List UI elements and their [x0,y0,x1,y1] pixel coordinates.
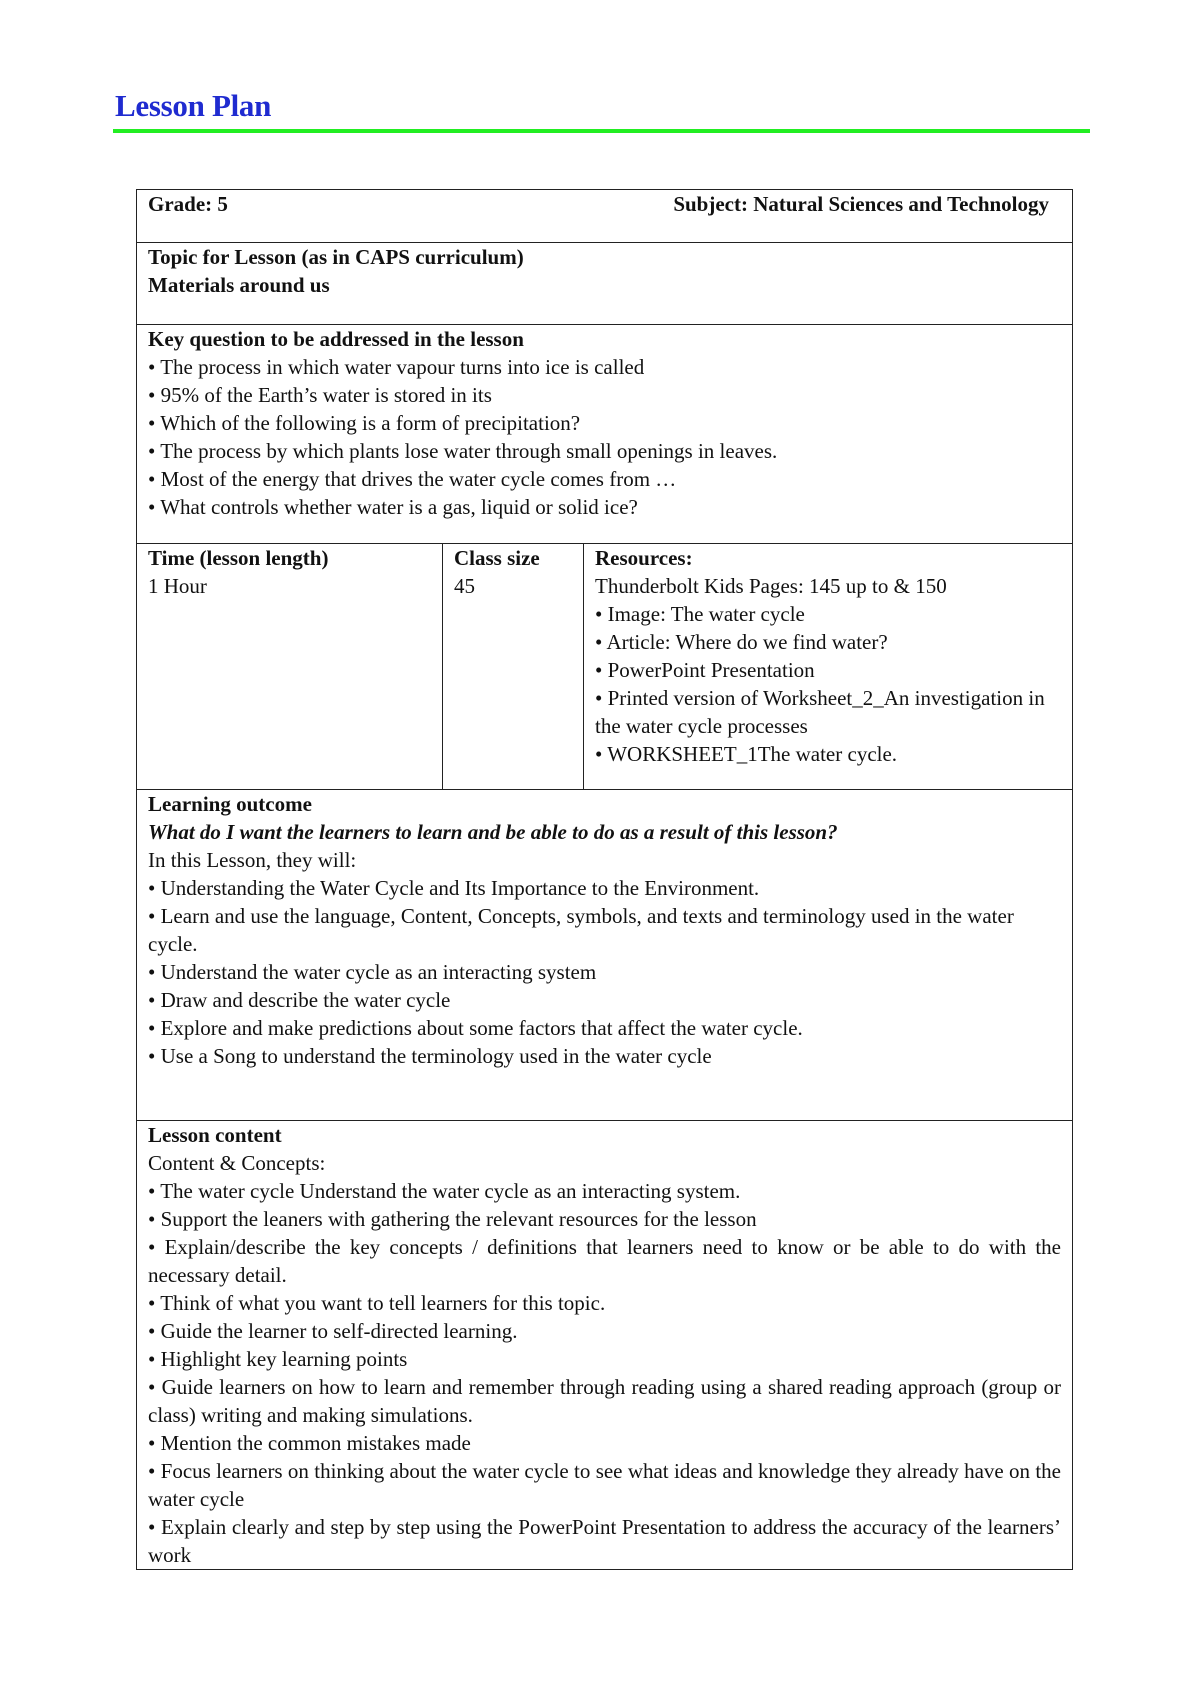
topic-label: Topic for Lesson (as in CAPS curriculum) [148,245,524,269]
lesson-content-item: • Explain/describe the key concepts / definitions that learners need to know or be able to do with the necessary detail. [148,1235,1062,1287]
lesson-content-item: • Support the leaners with gathering the relevant resources for the lesson [148,1207,757,1231]
topic-row [137,243,1073,325]
lesson-content-row [137,1121,1073,1570]
learning-outcome-question: What do I want the learners to learn and be able to do as a result of this lesson? [148,820,838,844]
resources-intro: Thunderbolt Kids Pages: 145 up to & 150 [595,574,947,598]
lesson-content-label: Lesson content [148,1123,282,1147]
learning-outcome-row [137,790,1073,1121]
resources-cell [584,544,1073,790]
lesson-content-item: • Think of what you want to tell learners for this topic. [148,1291,606,1315]
resources-label: Resources: [595,546,693,570]
learning-outcome-item: • Draw and describe the water cycle [148,988,451,1012]
key-question-item: • Which of the following is a form of precipitation? [148,411,581,435]
lesson-content-item: • Guide learners on how to learn and remember through reading using a shared reading approach (group or class) writing and making simulations. [148,1375,1062,1427]
key-question-item: • The process in which water vapour turns into ice is called [148,355,645,379]
learning-outcome-item: • Learn and use the language, Content, Concepts, symbols, and texts and terminology used in the water cycle. [148,904,1014,956]
page-title: Lesson Plan [115,88,272,123]
resource-item: • Article: Where do we find water? [595,630,888,654]
key-question-item: • 95% of the Earth’s water is stored in its [148,383,492,407]
time-value: 1 Hour [148,574,207,598]
learning-outcome-intro: In this Lesson, they will: [148,848,357,872]
key-question-label: Key question to be addressed in the lesson [148,327,524,351]
resource-item: • WORKSHEET_1The water cycle. [595,742,898,766]
time-class-resources-row [137,544,1073,790]
learning-outcome-item: • Understand the water cycle as an interacting system [148,960,597,984]
class-size-label: Class size [454,546,540,570]
learning-outcome-item: • Understanding the Water Cycle and Its Importance to the Environment. [148,876,760,900]
key-question-item: • What controls whether water is a gas, liquid or solid ice? [148,495,638,519]
title-underline [113,129,1090,133]
key-question-item: • Most of the energy that drives the water cycle comes from … [148,467,677,491]
lesson-content-item: • The water cycle Understand the water cycle as an interacting system. [148,1179,741,1203]
learning-outcome-label: Learning outcome [148,792,312,816]
learning-outcome-item: • Use a Song to understand the terminology used in the water cycle [148,1044,712,1068]
key-question-item: • The process by which plants lose water through small openings in leaves. [148,439,778,463]
learning-outcome-item: • Explore and make predictions about some factors that affect the water cycle. [148,1016,803,1040]
lesson-content-item: • Focus learners on thinking about the water cycle to see what ideas and knowledge they already have on the water cycle [148,1459,1062,1511]
class-size-value: 45 [454,574,475,598]
resource-item: • Printed version of Worksheet_2_An investigation in the water cycle processes [595,686,1045,738]
topic-value: Materials around us [148,273,330,297]
key-question-cell [137,325,1073,544]
topic-cell [137,243,1073,325]
lesson-plan-table [136,189,1073,1570]
resource-item: • PowerPoint Presentation [595,658,815,682]
lesson-content-cell [137,1121,1073,1570]
lesson-content-item: • Mention the common mistakes made [148,1431,471,1455]
lesson-content-item: • Highlight key learning points [148,1347,408,1371]
key-question-row [137,325,1073,544]
time-cell [137,544,443,790]
grade-subject-row [137,190,1073,243]
resource-item: • Image: The water cycle [595,602,805,626]
lesson-content-item: • Guide the learner to self-directed learning. [148,1319,518,1343]
lesson-content-item: • Explain clearly and step by step using the PowerPoint Presentation to address the accuracy of the learners’ work [148,1515,1062,1567]
time-label: Time (lesson length) [148,546,329,570]
grade-label: Grade: 5 [148,192,228,216]
lesson-content-intro: Content & Concepts: [148,1151,326,1175]
class-size-cell [443,544,584,790]
subject-label: Subject: Natural Sciences and Technology [673,192,1050,216]
learning-outcome-cell [137,790,1073,1121]
grade-subject-cell [137,190,1073,243]
